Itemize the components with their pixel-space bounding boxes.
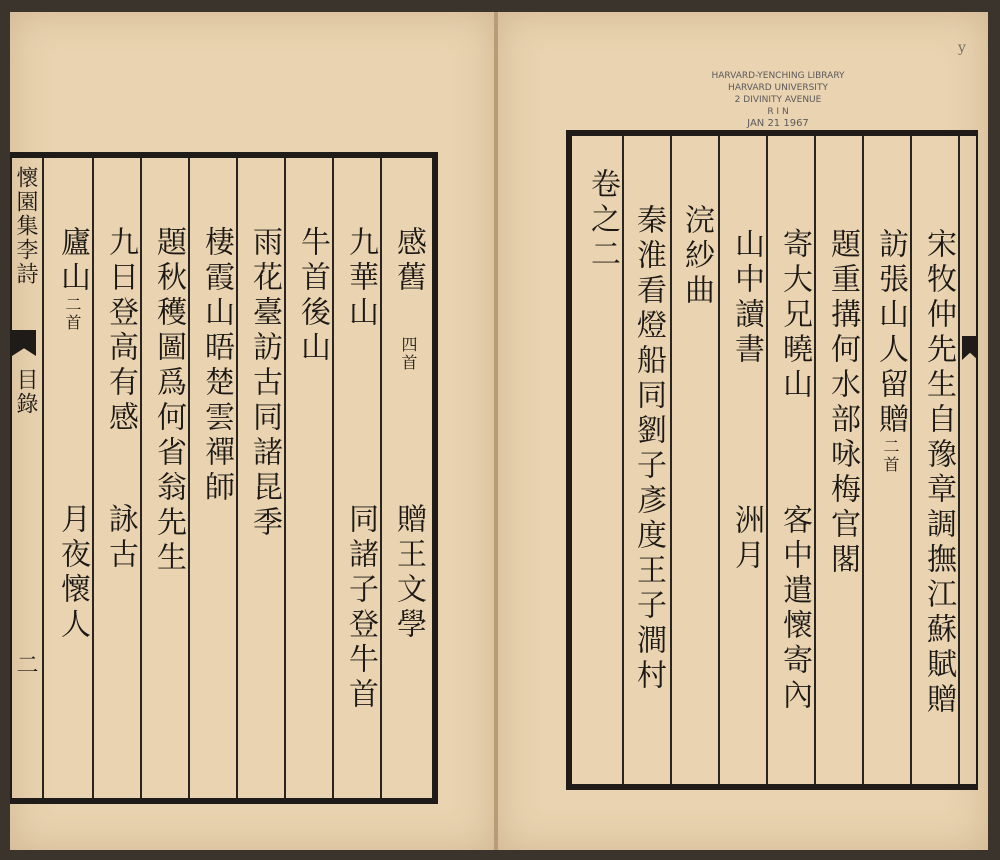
fishtail-mark [962,336,978,360]
stamp-line: R I N [767,107,789,117]
section-title: 目錄 [13,368,38,416]
column-divider [284,158,286,798]
margin-column [10,158,40,798]
toc-column-1 [918,136,958,784]
volume-heading: 卷之二 [585,168,620,273]
toc-entry: 山中讀書 [729,228,764,368]
toc-entry: 月夜懷人 [55,503,90,643]
toc-column-2 [340,158,380,798]
toc-column-volume [582,136,622,784]
left-page [10,12,494,850]
column-divider [92,158,94,798]
toc-entry: 客中遣懷寄內 [777,504,812,714]
toc-entry: 九華山 [343,226,378,331]
column-divider [42,158,44,798]
toc-note: 四首 [399,336,418,372]
toc-entry: 廬山 [55,226,90,296]
column-divider [718,136,720,784]
toc-note: 二首 [63,296,82,332]
toc-column-4 [774,136,814,784]
toc-column-2 [870,136,910,784]
column-divider [236,158,238,798]
corner-pencil-mark: y [958,40,966,56]
toc-entry: 雨花臺訪古同諸昆季 [247,226,282,541]
stamp-line: 2 DIVINITY AVENUE [734,95,822,105]
toc-column-6 [676,136,716,784]
column-divider [670,136,672,784]
toc-entry: 宋牧仲先生自豫章調撫江蘇賦贈 [921,228,956,718]
toc-entry: 訪張山人留贈 [873,228,908,438]
toc-entry: 感舊 [391,226,426,296]
toc-entry: 贈王文學 [391,503,426,643]
stamp-line: HARVARD-YENCHING LIBRARY [711,71,845,81]
library-stamp [698,70,858,130]
toc-column-3 [822,136,862,784]
book-title: 懷園集李詩 [13,166,38,286]
toc-entry: 同諸子登牛首 [343,503,378,713]
toc-note: 二首 [881,438,900,474]
toc-entry: 洲月 [729,504,764,574]
toc-column-7 [100,158,140,798]
column-divider [188,158,190,798]
page-number: 二 [13,653,38,680]
column-divider [814,136,816,784]
column-divider [622,136,624,784]
toc-entry: 題重搆何水部咏梅官閣 [825,228,860,578]
toc-entry: 題秋穫圖爲何省翁先生 [151,226,186,576]
column-divider [958,136,960,784]
toc-column-5 [196,158,236,798]
toc-entry: 寄大兄曉山 [777,228,812,403]
toc-entry: 棲霞山晤楚雲禪師 [199,226,234,506]
left-table-of-contents-frame [10,152,438,804]
toc-entry: 牛首後山 [295,226,330,366]
column-divider [332,158,334,798]
stamp-line: HARVARD UNIVERSITY [728,83,828,93]
fishtail-mark [12,330,36,356]
column-divider [910,136,912,784]
toc-column-3 [292,158,332,798]
column-divider [766,136,768,784]
right-page [498,12,988,850]
toc-column-6 [148,158,188,798]
toc-column-5 [726,136,766,784]
toc-column-8 [52,158,92,798]
column-divider [140,158,142,798]
right-table-of-contents-frame [566,130,978,790]
toc-entry: 九日登高有感 [103,226,138,436]
toc-column-7 [628,136,668,784]
column-divider [862,136,864,784]
toc-column-1 [388,158,428,798]
toc-entry: 秦淮看燈船同劉子彥度王子澗村 [631,204,666,694]
column-divider [380,158,382,798]
toc-entry: 浣紗曲 [679,204,714,309]
toc-column-4 [244,158,284,798]
stamp-line: JAN 21 1967 [747,118,809,129]
toc-entry: 詠古 [103,503,138,573]
